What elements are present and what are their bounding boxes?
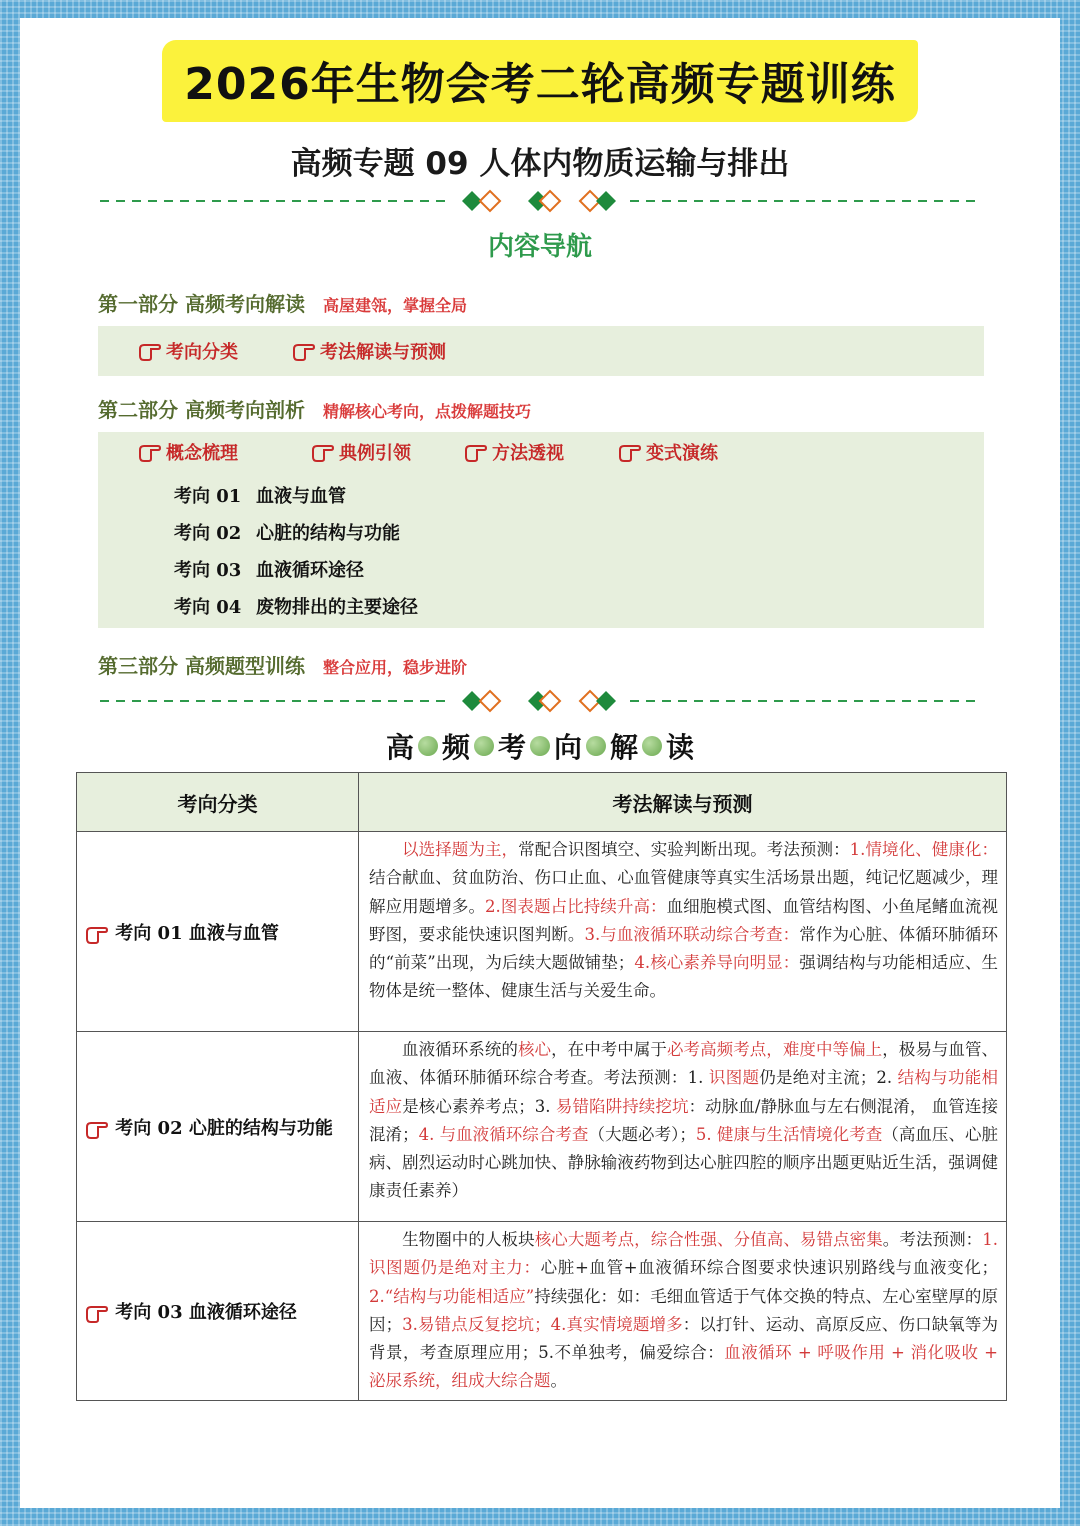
highlight-text: 2.图表题占比持续升高： <box>485 896 667 916</box>
direction-item-03[interactable] <box>174 556 364 582</box>
body-text: 强调结构与功能相适应、生物体是统一整体、健康生活与关爱生命。 <box>369 953 999 1001</box>
pointing-hand-icon <box>618 442 642 462</box>
chip-concept-review[interactable] <box>138 439 238 465</box>
direction-title: 心脏的结构与功能 <box>256 523 400 544</box>
section-heading <box>20 726 1060 766</box>
body-text: 结合献血、贫血防治、伤口止血、心血管健康等真实生活场景出题，纯记忆题减少，理解应用题增多。 <box>369 868 998 916</box>
body-text: 常作为心脏、体循环肺循环的“前菜”出现，为后续大题做铺垫； <box>369 924 999 973</box>
table-header-classification: 考向分类 <box>77 773 359 832</box>
heading-char: 解 <box>610 731 639 764</box>
highlight-text: 5. 健康与生活情境化考查 <box>695 1124 883 1144</box>
pointing-hand-icon <box>85 1119 109 1139</box>
part1-heading <box>98 288 467 317</box>
pointing-hand-icon <box>138 341 162 361</box>
highlight-text: 结构与功能相适应 <box>369 1068 998 1116</box>
body-text: ，极易与血管、血液、体循环肺循环综合考查。考法预测：1. <box>369 1040 999 1088</box>
part3-heading-text: 第三部分 高频题型训练 <box>98 654 305 678</box>
chip-label: 典例引领 <box>339 443 411 464</box>
pointing-hand-icon <box>85 924 109 944</box>
highlight-text: 识图题 <box>708 1068 760 1088</box>
chip-label: 变式演练 <box>646 443 718 464</box>
direction-number: 考向 03 <box>174 560 242 581</box>
body-text: （大题必考）； <box>588 1124 696 1144</box>
part1-heading-text: 第一部分 高频考向解读 <box>98 292 305 316</box>
body-text: ，在中考中属于 <box>551 1040 667 1059</box>
chip-direction-classification[interactable] <box>138 338 238 364</box>
row-label-cell <box>77 832 359 1032</box>
body-text: ：动脉血/静脉血与左右侧混淆， 血管连接混淆； <box>369 1096 999 1144</box>
dot-separator <box>642 736 662 756</box>
heading-char: 频 <box>441 731 470 764</box>
heading-char: 读 <box>666 731 695 764</box>
highlight-text: 1.识图题仍是绝对主力： <box>369 1230 999 1278</box>
body-text: 常配合识图填空、实验判断出现。考法预测： <box>518 840 850 859</box>
dot-separator <box>474 736 494 756</box>
document-page <box>20 18 1060 1508</box>
direction-number: 考向 02 <box>174 523 242 544</box>
sub-title: 高频专题 09 人体内物质运输与排出 <box>290 146 790 182</box>
highlight-text: 4.核心素养导向明显： <box>634 953 800 973</box>
direction-number: 考向 04 <box>174 597 242 618</box>
table-row <box>77 1032 1007 1222</box>
table-row <box>77 832 1007 1032</box>
highlight-text: 3.与血液循环联动综合考查： <box>584 924 800 944</box>
dot-separator <box>530 736 550 756</box>
pointing-hand-icon <box>464 442 488 462</box>
body-text: 生物圈中的人板块 <box>402 1230 535 1249</box>
pointing-hand-icon <box>85 1303 109 1323</box>
body-text: 血细胞模式图、血管结构图、小鱼尾鳍血流视野图，要求能快速识图判断。 <box>369 896 999 944</box>
heading-char: 高 <box>385 731 414 764</box>
body-text: 。考法预测： <box>882 1230 983 1249</box>
highlight-text: 血液循环 + 呼吸作用 + 消化吸收 + 泌尿系统，组成大综合题 <box>369 1343 998 1391</box>
chip-label: 概念梳理 <box>166 443 238 464</box>
highlight-text: 3.易错点反复挖坑；4.真实情境题增多 <box>402 1314 683 1334</box>
dot-separator <box>586 736 606 756</box>
direction-number: 考向 01 <box>174 486 242 507</box>
body-text: 是核心素养考点；3. <box>402 1096 556 1116</box>
row-content <box>359 832 1007 1032</box>
chip-label: 方法透视 <box>492 443 564 464</box>
highlight-text: 1.情境化、健康化： <box>849 840 999 859</box>
direction-title: 废物排出的主要途径 <box>256 597 418 618</box>
row-label-cell <box>77 1222 359 1401</box>
highlight-text: 核心 <box>517 1040 552 1059</box>
part3-slogan: 整合应用，稳步进阶 <box>322 658 467 677</box>
row-label: 考向 01 血液与血管 <box>115 922 279 944</box>
body-text: 血液循环系统的 <box>402 1040 518 1059</box>
row-content <box>359 1222 1007 1401</box>
part2-heading <box>98 394 531 423</box>
chip-variant-practice[interactable] <box>618 439 718 465</box>
decorative-divider-bottom <box>100 686 980 716</box>
row-content <box>359 1032 1007 1222</box>
highlight-text: 易错陷阱持续挖坑 <box>555 1096 689 1116</box>
direction-item-04[interactable] <box>174 593 418 619</box>
pointing-hand-icon <box>311 442 335 462</box>
pointing-hand-icon <box>292 341 316 361</box>
highlight-text: 2.“结构与功能相适应” <box>369 1286 535 1306</box>
chip-exam-interpretation[interactable] <box>292 338 446 364</box>
decorative-divider-top <box>100 186 980 216</box>
body-text: 心脏+血管+血液循环综合图要求快速识别路线与血液变化； <box>540 1258 998 1278</box>
row-label: 考向 02 心脏的结构与功能 <box>115 1117 333 1139</box>
direction-title: 血液循环途径 <box>256 560 364 581</box>
main-title: 2026年生物会考二轮高频专题训练 <box>162 40 917 122</box>
highlight-text: 以选择题为主， <box>402 840 519 859</box>
pointing-hand-icon <box>138 442 162 462</box>
table-header-interpretation: 考法解读与预测 <box>359 773 1007 832</box>
chip-method-insight[interactable] <box>464 439 564 465</box>
content-navigation-title: 内容导航 <box>487 232 592 262</box>
body-text: 仍是绝对主流；2. <box>759 1068 898 1088</box>
highlight-text: 核心大题考点，综合性强、分值高、易错点密集 <box>534 1230 883 1249</box>
dot-separator <box>418 736 438 756</box>
chip-example-guide[interactable] <box>311 439 411 465</box>
row-label: 考向 03 血液循环途径 <box>115 1301 297 1323</box>
direction-item-02[interactable] <box>174 519 400 545</box>
exam-analysis-table <box>76 772 1007 1401</box>
chip-label: 考向分类 <box>166 342 238 363</box>
table-row <box>77 1222 1007 1401</box>
direction-title: 血液与血管 <box>256 486 346 507</box>
part1-box <box>98 326 984 376</box>
highlight-text: 4. 与血液循环综合考查 <box>418 1124 589 1144</box>
body-text: （高血压、心脏病、剧烈运动时心跳加快、静脉输液药物到达心脏四腔的顺序出题更贴近生活，强调健康责任素养） <box>369 1124 999 1201</box>
chip-label: 考法解读与预测 <box>320 342 446 363</box>
part3-heading <box>98 650 467 679</box>
highlight-text: 必考高频考点，难度中等偏上 <box>666 1040 883 1059</box>
row-label-cell <box>77 1032 359 1222</box>
body-text: 。 <box>550 1371 567 1391</box>
part2-slogan: 精解核心考向，点拨解题技巧 <box>322 402 531 421</box>
part1-slogan: 高屋建瓴，掌握全局 <box>322 296 467 315</box>
body-text: 持续强化：如：毛细血管适于气体交换的特点、左心室壁厚的原因； <box>369 1286 999 1334</box>
direction-item-01[interactable] <box>174 482 346 508</box>
part2-heading-text: 第二部分 高频考向剖析 <box>98 398 305 422</box>
heading-char: 向 <box>554 731 583 764</box>
heading-char: 考 <box>497 731 526 764</box>
body-text: ：以打针、运动、高原反应、伤口缺氧等为背景，考查原理应用；5.不单独考，偏爱综合： <box>369 1314 999 1363</box>
